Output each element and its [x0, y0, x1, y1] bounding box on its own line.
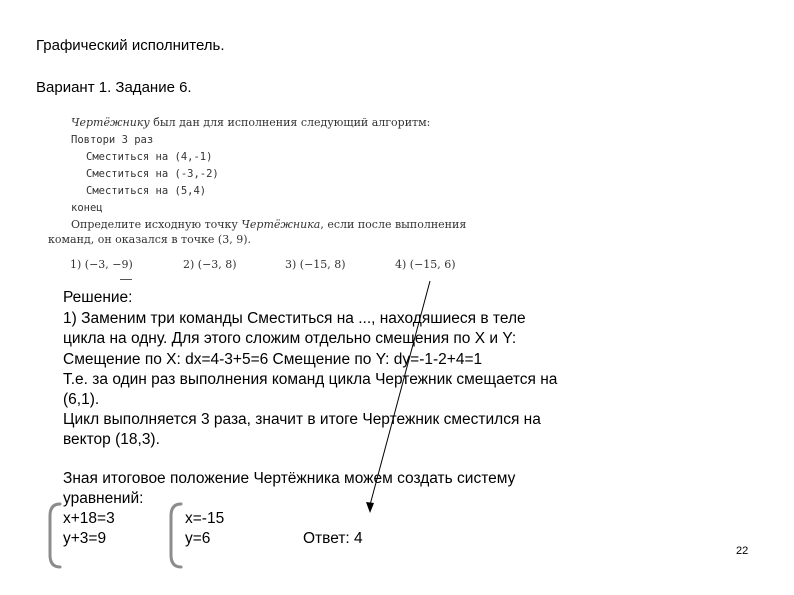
solution-line: Т.е. за один раз выполнения команд цикла Чертежник смещается на: [63, 371, 558, 388]
solution-line: уравнений:: [63, 490, 144, 507]
answer-option: 4) (−15, 6): [395, 258, 456, 271]
answer-option: 1) (−3, −9): [70, 258, 133, 271]
page-number: 22: [736, 545, 749, 557]
code-line: Сместиться на (5,4): [86, 185, 207, 197]
solution-line: (6,1).: [63, 391, 100, 408]
solution-line: Зная итоговое положение Чертёжника можем создать систему: [63, 470, 516, 487]
equation-2: y+3=9: [63, 530, 107, 547]
arrow-line: [370, 281, 430, 505]
result-y: y=6: [185, 530, 211, 547]
problem-intro-rest: был дан для исполнения следующий алгоритм:: [149, 116, 431, 129]
equation-1: x+18=3: [63, 510, 115, 527]
code-line: Повтори 3 раз: [71, 134, 154, 146]
arrow-head-icon: [366, 502, 374, 513]
code-line: конец: [71, 202, 103, 214]
answer-option: 2) (−3, 8): [183, 258, 237, 271]
question-part-a: Определите исходную точку: [71, 218, 242, 231]
solution-line: 1) Заменим три команды Сместиться на ..., находяшиеся в теле: [63, 310, 526, 327]
code-line: Сместиться на (-3,-2): [86, 168, 219, 180]
question-name: Чертёжника: [241, 218, 321, 231]
code-line: Сместиться на (4,-1): [86, 151, 213, 163]
solution-line: Решение:: [63, 289, 133, 306]
brace-left: [50, 504, 60, 567]
problem-question-line2: команд, он оказался в точке (3, 9).: [48, 233, 251, 246]
answer-label: Ответ:: [303, 530, 355, 547]
solution-line: вектор (18,3).: [63, 431, 160, 448]
page-title: Графический исполнитель.: [36, 37, 225, 54]
answer-option: 3) (−15, 8): [285, 258, 346, 271]
solution-line: цикла на одну. Для этого сложим отдельно смещения по X и Y:: [63, 330, 517, 347]
solution-line: Цикл выполняется 3 раза, значит в итоге Чертежник сместился на: [63, 411, 541, 428]
question-part-b: , если после выполнения: [320, 218, 467, 231]
answer-value: 4: [354, 530, 363, 547]
brace-right: [171, 504, 181, 567]
solution-line: Смещение по X: dx=4-3+5=6 Смещение по Y: dy=-1-2+4=1: [63, 351, 483, 368]
variant-title: Вариант 1. Задание 6.: [36, 79, 192, 96]
problem-intro-name: Чертёжнику: [71, 116, 150, 129]
result-x: x=-15: [185, 510, 225, 527]
